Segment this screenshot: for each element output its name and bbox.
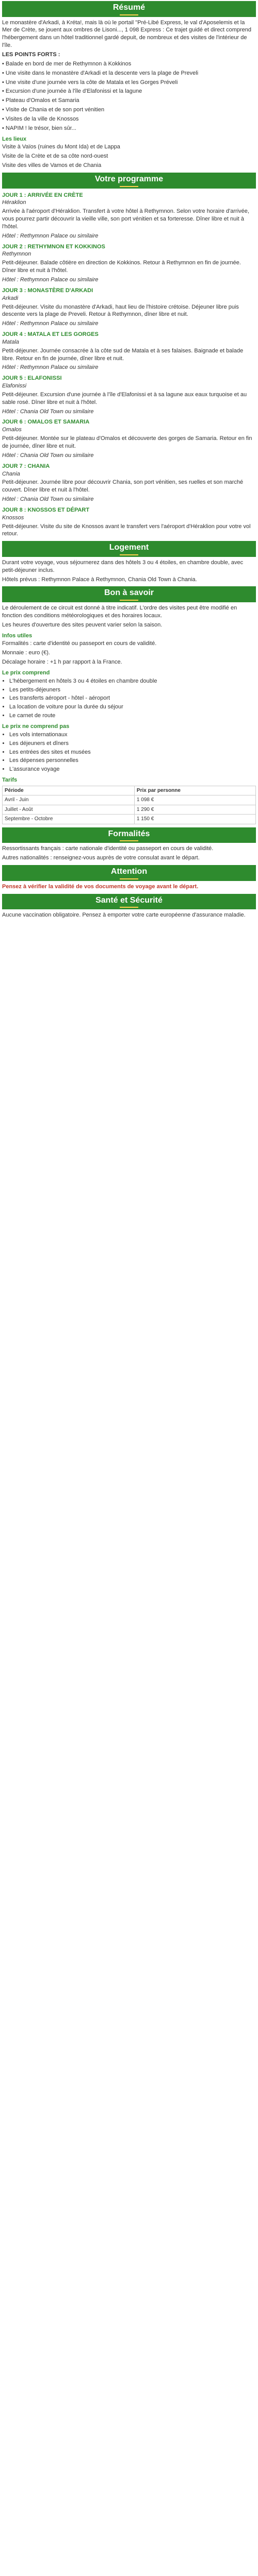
day-text: Petit-déjeuner. Visite du site de Knossos avant le transfert vers l'aéroport d'Héraklion pour votre vol retour. (2, 523, 251, 537)
day-title: JOUR 1 : ARRIVÉE EN CRÈTE (2, 192, 83, 198)
day-lodging: Hôtel : Chania Old Town ou similaire (2, 452, 94, 459)
intro-highlight: • Une visite d'une journée vers la côte de Matala et les Gorges Préveli (2, 79, 178, 86)
intro-highlight: • Visite de Chania et de son port vénitien (2, 107, 105, 113)
section-title-sante: Santé et Sécurité (2, 894, 256, 910)
day-block (2, 331, 256, 371)
day-place: Elafonissi (2, 383, 27, 389)
non-inclus-list (2, 731, 256, 773)
intro-highlight: • NAPIM ! le trésor, bien sûr... (2, 125, 76, 131)
day-lodging: Hôtel : Rethymnon Palace ou similaire (2, 232, 99, 239)
day-place: Chania (2, 470, 20, 477)
bon-a-savoir-block (2, 604, 256, 629)
table-cell: 1 290 € (134, 805, 255, 815)
inclus-item: • La location de voiture pour la durée du séjour (9, 703, 256, 711)
section-title-resume: Résumé (2, 1, 256, 17)
day-text: Arrivée à l'aéroport d'Héraklion. Transfert à votre hôtel à Rethymnon. Selon votre horaire d'arrivée, vous pourrez partir découvrir la vieille ville, son port vénitien et sa forteresse. Dîner libre et nuit à l'hôtel. (2, 208, 249, 230)
day-text: Petit-déjeuner. Montée sur le plateau d'Omalos et découverte des gorges de Samaria. Retour en fin de journée, dîner libre et nuit. (2, 435, 252, 449)
logement-text: Hôtels prévus : Rethymnon Palace à Rethymnon, Chania Old Town à Chania. (2, 576, 197, 583)
day-text: Petit-déjeuner. Visite du monastère d'Arkadi, haut lieu de l'histoire crétoise. Déjeuner libre puis descente vers la plage de Preveli. Retour à Rethymnon, dîner libre et nuit. (2, 303, 239, 318)
day-place: Omalos (2, 427, 22, 433)
intro-points-forts: LES POINTS FORTS : (2, 51, 60, 58)
inclus-item: • Les transferts aéroport - hôtel - aéroport (9, 694, 256, 702)
day-text: Petit-déjeuner. Journée consacrée à la côte sud de Matala et à ses falaises. Baignade et balade libre. Retour en fin de journée, dîner libre et nuit. (2, 347, 244, 362)
table-row (3, 815, 256, 824)
day-lodging: Hôtel : Rethymnon Palace ou similaire (2, 276, 99, 283)
bon-a-savoir-text: Les heures d'ouverture des sites peuvent varier selon la saison. (2, 621, 163, 628)
table-cell: Prix par personne (134, 786, 255, 795)
day-block (2, 463, 256, 503)
day-block (2, 506, 256, 538)
formalites-block (2, 845, 256, 862)
day-text: Petit-déjeuner. Balade côtière en direction de Kokkinos. Retour à Rethymnon en fin de journée. Dîner libre et nuit à l'hôtel. (2, 260, 241, 274)
lieux-block (2, 135, 256, 170)
inclus-item: • Le carnet de route (9, 712, 256, 720)
attention-text: Pensez à vérifier la validité de vos documents de voyage avant le départ. (2, 883, 199, 890)
non-inclus-item: • Les vols internationaux (9, 731, 256, 739)
table-row (3, 786, 256, 795)
day-title: JOUR 8 : KNOSSOS ET DÉPART (2, 506, 90, 513)
sante-block (2, 911, 256, 919)
table-cell: 1 150 € (134, 815, 255, 824)
inclus-item: • L'hébergement en hôtels 3 ou 4 étoiles en chambre double (9, 677, 256, 685)
day-title: JOUR 4 : MATALA ET LES GORGES (2, 331, 99, 338)
day-block (2, 287, 256, 328)
table-cell: Période (3, 786, 135, 795)
intro-highlight: • Plateau d'Omalos et Samaria (2, 97, 79, 104)
inclus-item: • Les petits-déjeuners (9, 686, 256, 694)
attention-block (2, 883, 256, 891)
lieux-title: Les lieux (2, 135, 27, 142)
bon-a-savoir-text: Le déroulement de ce circuit est donné à titre indicatif. L'ordre des visites peut être modifié en fonction des conditions météorologiques et des horaires locaux. (2, 605, 237, 619)
intro-block (2, 19, 256, 132)
day-place: Rethymnon (2, 251, 31, 258)
day-lodging: Hôtel : Chania Old Town ou similaire (2, 496, 94, 503)
day-place: Arkadi (2, 295, 19, 301)
non-inclus-item: • Les entrées des sites et musées (9, 749, 256, 756)
section-title-programme: Votre programme (2, 173, 256, 189)
tarifs-title: Tarifs (2, 777, 18, 784)
inclus-title: Le prix comprend (2, 669, 50, 676)
lieux-text: Visite des villes de Vamos et de Chania (2, 162, 102, 169)
day-title: JOUR 3 : MONASTÈRE D'ARKADI (2, 287, 93, 294)
sante-text: Aucune vaccination obligatoire. Pensez à emporter votre carte européenne d'assurance maladie. (2, 912, 246, 919)
day-lodging: Hôtel : Rethymnon Palace ou similaire (2, 320, 99, 327)
intro-highlight: • Une visite dans le monastère d'Arkadi et la descente vers la plage de Preveli (2, 70, 199, 76)
day-title: JOUR 2 : RETHYMNON ET KOKKINOS (2, 243, 105, 250)
intro-highlight: • Balade en bord de mer de Rethymnon à Kokkinos (2, 60, 132, 67)
tarifs-block (2, 776, 256, 824)
day-place: Héraklion (2, 199, 26, 206)
section-title-formalites: Formalités (2, 827, 256, 843)
intro-text: Le monastère d'Arkadi, à Kréta!, mais là où le portail "Pré-Libé Express, le val d'Aposelemis et la Mer de Crète, se jouent aux ombres de Lisoni..., 1 098 Express : Ce trajet guidé et direct comprend l'hébergement dans un hôtel traditionnel gardé depuit, de nombreux et des visites de l'intérieur de l'île. (2, 19, 252, 49)
section-title-bon-a-savoir: Bon à savoir (2, 586, 256, 602)
inclus-list (2, 677, 256, 720)
table-row (3, 805, 256, 815)
infos-utiles-text: Décalage horaire : +1 h par rapport à la France. (2, 659, 122, 666)
infos-utiles-block (2, 632, 256, 666)
non-inclus-item: • Les dépenses personnelles (9, 757, 256, 765)
logement-text: Durant votre voyage, vous séjournerez dans des hôtels 3 ou 4 étoiles, en chambre double, avec petit-déjeuner inclus. (2, 559, 244, 573)
page (0, 1, 258, 919)
day-title: JOUR 7 : CHANIA (2, 463, 50, 469)
table-cell: Septembre - Octobre (3, 815, 135, 824)
infos-utiles-text: Formalités : carte d'identité ou passeport en cours de validité. (2, 640, 157, 647)
infos-utiles-title: Infos utiles (2, 632, 33, 639)
non-inclus-item: • L'assurance voyage (9, 766, 256, 773)
day-title: JOUR 5 : ELAFONISSI (2, 375, 62, 382)
formalites-text: Autres nationalités : renseignez-vous auprès de votre consulat avant le départ. (2, 855, 200, 861)
formalites-text: Ressortissants français : carte nationale d'identité ou passeport en cours de validité. (2, 845, 214, 852)
day-block (2, 375, 256, 415)
day-place: Knossos (2, 514, 24, 521)
day-place: Matala (2, 338, 20, 345)
table-cell: 1 098 € (134, 795, 255, 805)
table-row (3, 795, 256, 805)
section-title-logement: Logement (2, 541, 256, 557)
day-text: Petit-déjeuner. Journée libre pour découvrir Chania, son port vénitien, ses ruelles et son marché couvert. Dîner libre et nuit à l'hôtel. (2, 479, 244, 494)
table-cell: Avril - Juin (3, 795, 135, 805)
day-title: JOUR 6 : OMALOS ET SAMARIA (2, 419, 90, 426)
price-table (2, 786, 256, 824)
day-lodging: Hôtel : Chania Old Town ou similaire (2, 408, 94, 415)
lieux-text: Visite à Vaïos (ruines du Mont Ida) et de Lappa (2, 144, 120, 150)
non-inclus-title: Le prix ne comprend pas (2, 723, 70, 730)
non-inclus-item: • Les déjeuners et dîners (9, 740, 256, 748)
day-block (2, 418, 256, 459)
day-block (2, 243, 256, 284)
infos-utiles-text: Monnaie : euro (€). (2, 650, 50, 656)
non-inclus-block (2, 723, 256, 773)
inclus-block (2, 669, 256, 720)
lieux-text: Visite de la Crète et de sa côte nord-ouest (2, 153, 108, 160)
intro-highlight: • Excursion d'une journée à l'île d'Elafonissi et la lagune (2, 88, 142, 95)
day-lodging: Hôtel : Rethymnon Palace ou similaire (2, 364, 99, 371)
day-text: Petit-déjeuner. Excursion d'une journée à l'île d'Elafonissi et à sa lagune aux eaux turquoise et au sable rosé. Dîner libre et nuit à l'hôtel. (2, 391, 247, 405)
table-cell: Juillet - Août (3, 805, 135, 815)
day-block (2, 192, 256, 240)
section-title-attention: Attention (2, 865, 256, 881)
intro-highlight: • Visites de la ville de Knossos (2, 115, 79, 122)
logement-block (2, 559, 256, 584)
